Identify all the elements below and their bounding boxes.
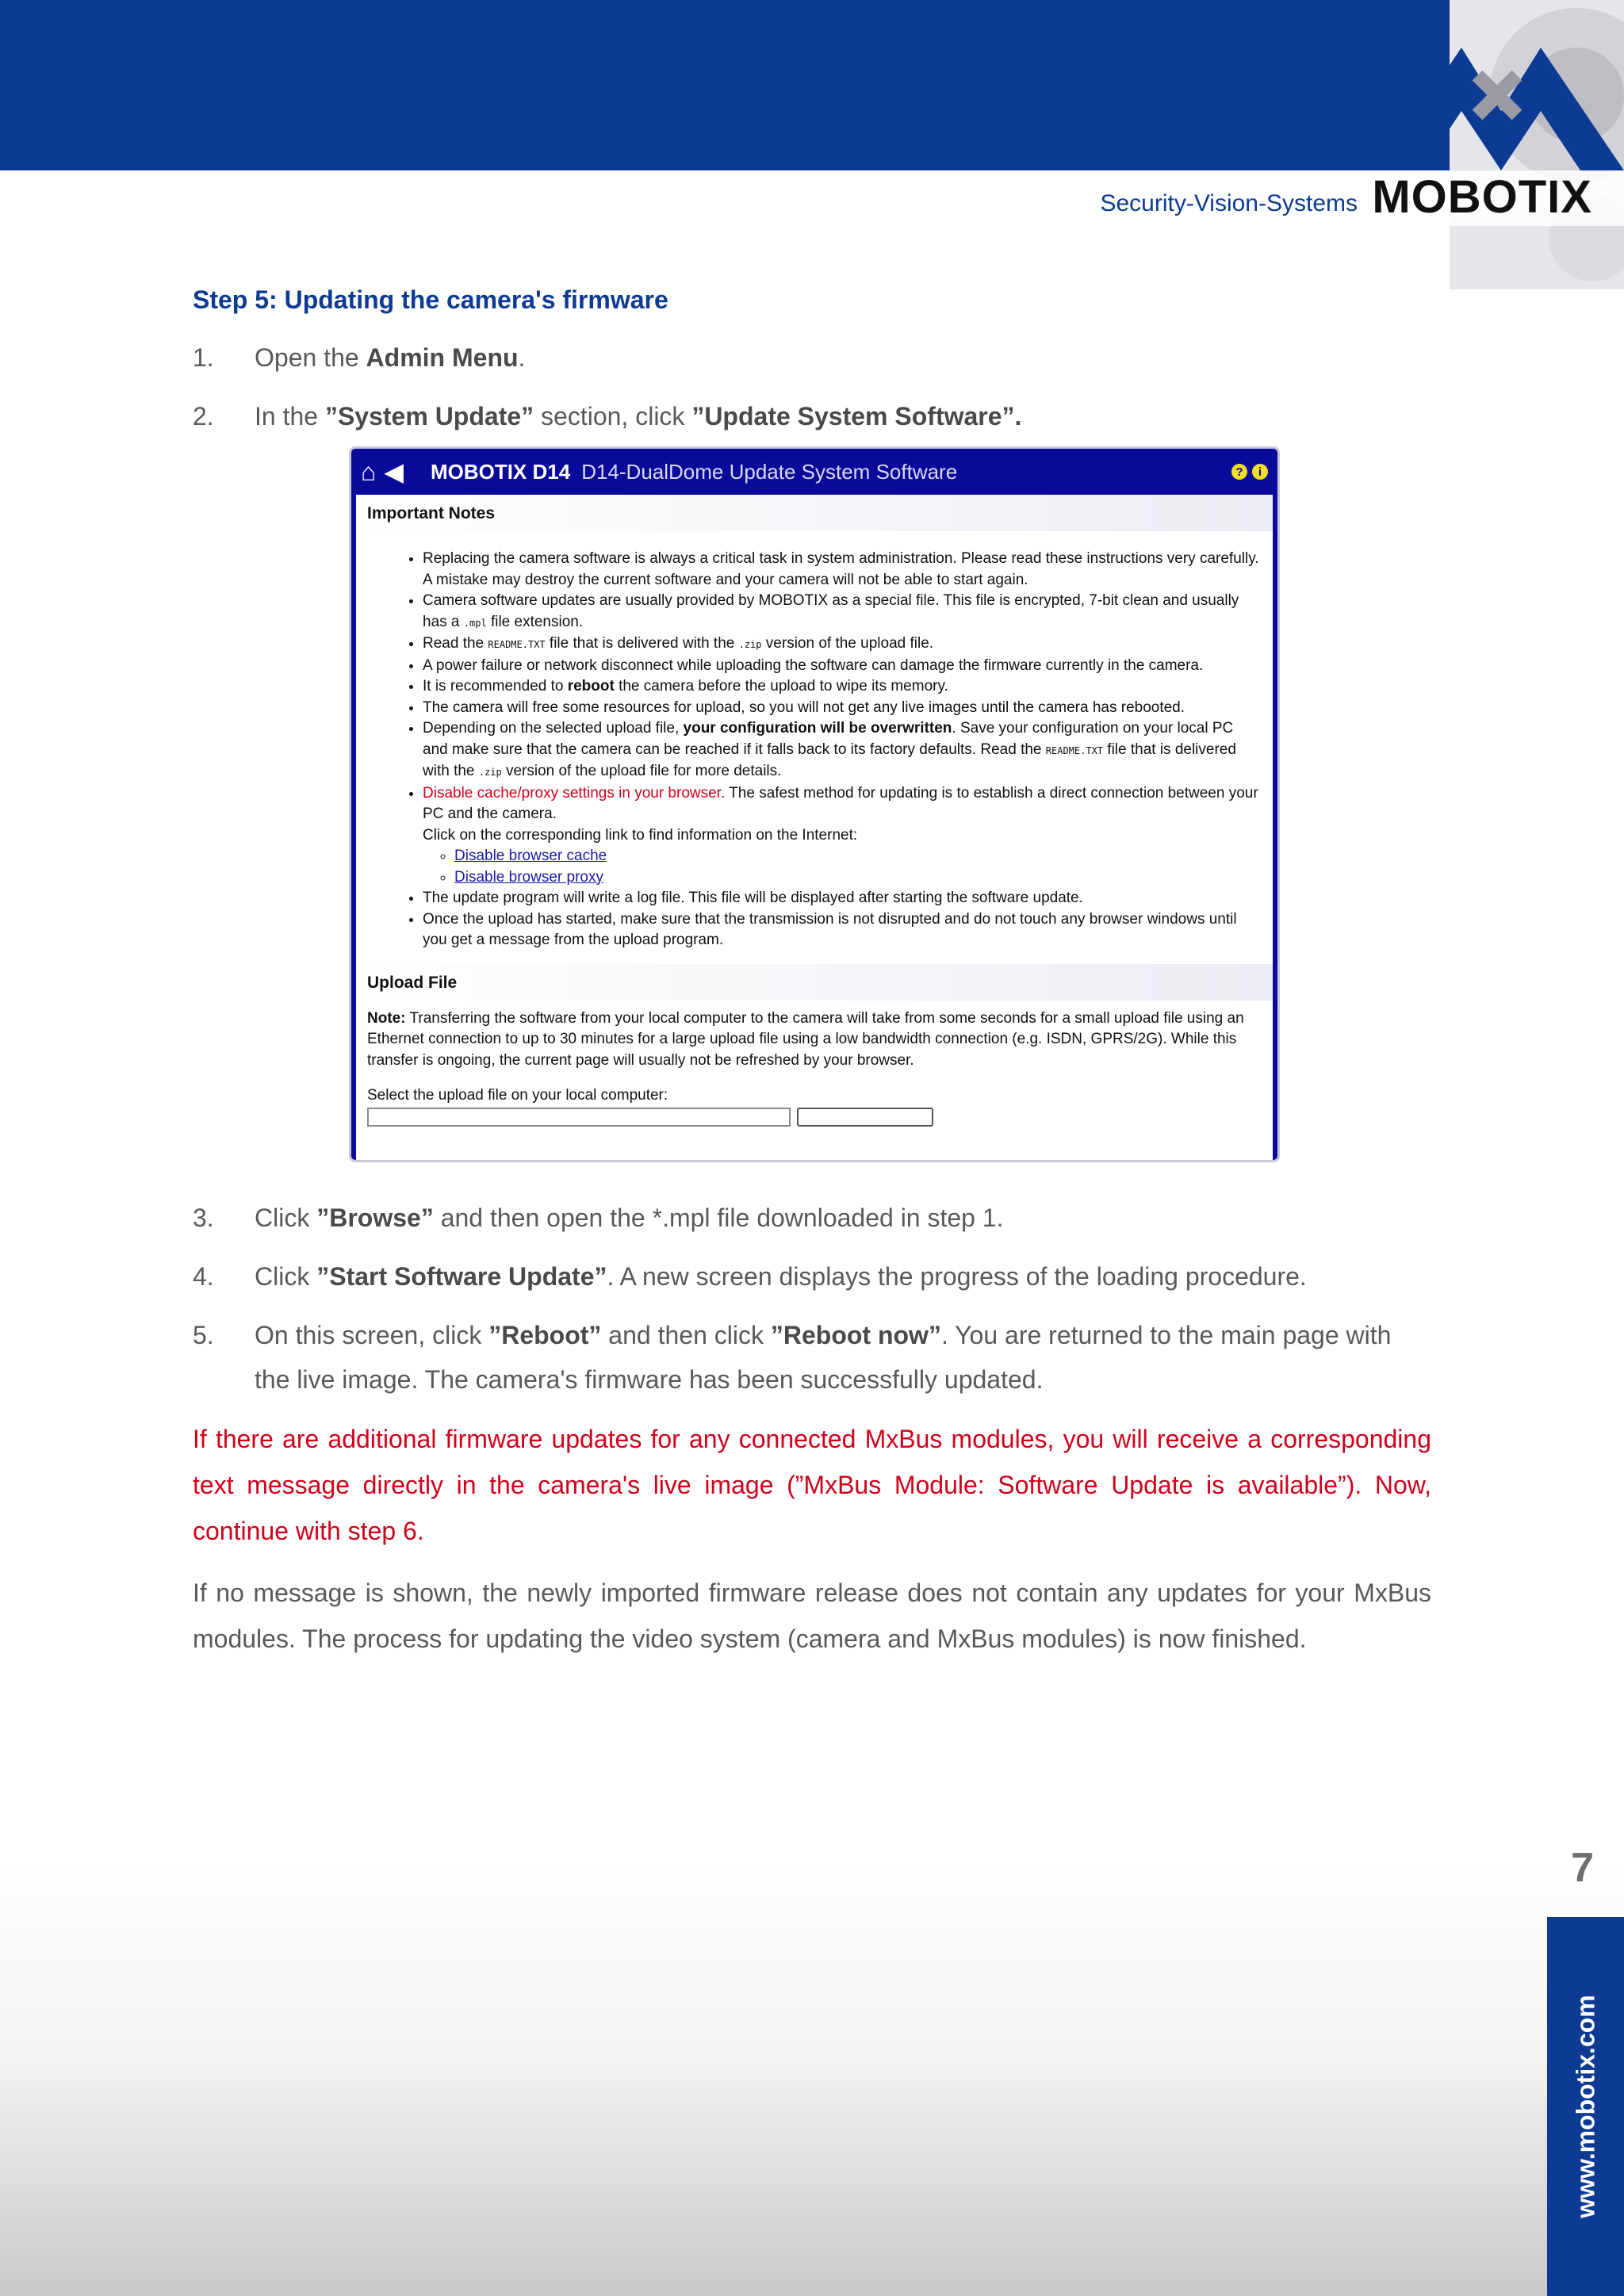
warning-paragraph: If there are additional firmware updates for any connected MxBus modules, you will receive a corresponding text message directly in the camera's live image (”MxBus Module: Software Update is available”). Now, continue with step 6.: [193, 1425, 1431, 1545]
home-back-icons: ⌂◀: [361, 457, 412, 486]
list-item: 3. Click ”Browse” and then open the *.mpl file downloaded in step 1.: [193, 1203, 1004, 1232]
upload-file-heading: Upload File: [356, 964, 1273, 1001]
main-content: [193, 285, 1431, 453]
important-notes-heading: Important Notes: [356, 495, 1273, 531]
browse-button[interactable]: [797, 1108, 933, 1127]
embedded-screenshot: ⌂◀ MOBOTIX D14 D14-DualDome Update System Software ? i Important Notes • Replacing the camera software is always a critical task in system administration. Please read these instructions very carefully. A mistake may destroy the current software and your camera will not be able to start again. • Camera software updates are usually provided by MOBOTIX as a special file. This file is encrypted, 7-bit clean and usually has a .mpl file extension. • Read the README.TXT file that is delivered with the .zip version of the upload file. • A power failure or network disconnect while uploading the software can damage the firmware currently in the camera. • It is recommended to reboot the camera before the upload to wipe its memory. • The camera will free some resources for upload, so you will not get any live images until the camera has rebooted. • Depending on the selected upload file, your configuration will be overwritten. Save your configuration on your local PC and make sure that the camera can be reached if it falls back to its factory defaults. Read the README.TXT file that is delivered with the .zip version of the upload file for more details. • Disable cache/proxy settings in your browser. The safest method for updating is to establish a direct connection between your PC and the camera. Click on the corresponding link to find information on the Internet: ◦ Disable browser cache ◦ Disable browser proxy • The update program will write a log file. This file will be displayed after starting the software update. • Once the upload has started, make sure that the transmission is not disrupted and do not touch any browser windows until you get a message from the upload program. Upload File Note: Transferring the software from your local computer to the camera will take from some seconds for a small upload file using an Ethernet connection to up to 30 minutes for a large upload file using a low bandwidth connection (e.g. ISDN, GPRS/2G). While this transfer is ongoing, the current page will usually not be refreshed by your browser. Select the upload file on your local computer:: [349, 446, 1280, 1162]
list-item: 1. Open the Admin Menu.: [193, 343, 526, 372]
closing-paragraph: If no message is shown, the newly imported firmware release does not contain any updates for your MxBus modules. The process for updating the video system (camera and MxBus modules) is now finished.: [193, 1578, 1431, 1653]
page-number: 7: [1571, 1845, 1594, 1891]
upload-file-input[interactable]: [367, 1108, 791, 1127]
steps-continued: [193, 1196, 1431, 1678]
help-icon: ?: [1231, 464, 1247, 480]
list-item: 2. In the ”System Update” section, click ”Update System Software”.: [193, 402, 1022, 430]
info-icon: i: [1252, 464, 1268, 480]
mobotix-logo-icon: [1378, 0, 1624, 289]
website-url: www.mobotix.com: [1571, 1995, 1599, 2218]
list-item: 4. Click ”Start Software Update”. A new screen displays the progress of the loading procedure.: [193, 1262, 1307, 1291]
step-title: Step 5: Updating the camera's firmware: [193, 285, 668, 314]
notes-list: • Replacing the camera software is always a critical task in system administration. Please read these instructions very carefully. A mistake may destroy the current software and your camera will not be able to start again. • Camera software updates are usually provided by MOBOTIX as a special file. This file is encrypted, 7-bit clean and usually has a .mpl file extension. • Read the README.TXT file that is delivered with the .zip version of the upload file. • A power failure or network disconnect while uploading the software can damage the firmware currently in the camera. • It is recommended to reboot the camera before the upload to wipe its memory. • The camera will free some resources for upload, so you will not get any live images until the camera has rebooted. • Depending on the selected upload file, your configuration will be overwritten. Save your configuration on your local PC and make sure that the camera can be reached if it falls back to its factory defaults. Read the README.TXT file that is delivered with the .zip version of the upload file for more details. • Disable cache/proxy settings in your browser. The safest method for updating is to establish a direct connection between your PC and the camera. Click on the corresponding link to find information on the Internet: ◦ Disable browser cache ◦ Disable browser proxy • The update program will write a log file. This file will be displayed after starting the software update. • Once the upload has started, make sure that the transmission is not disrupted and do not touch any browser windows until you get a message from the upload program.: [367, 549, 1262, 951]
tagline: Security-Vision-Systems: [1100, 190, 1358, 216]
disable-cache-link[interactable]: Disable browser cache: [454, 848, 607, 864]
list-item: 5. On this screen, click ”Reboot” and then click ”Reboot now”. You are returned to the main page with the live image. The camera's firmware has been successfully updated.: [193, 1321, 1392, 1394]
screenshot-titlebar: ⌂◀ MOBOTIX D14 D14-DualDome Update System Software ? i: [351, 449, 1277, 495]
url-tab: [1547, 1917, 1624, 2296]
disable-proxy-link[interactable]: Disable browser proxy: [454, 868, 603, 886]
brand-wordmark: MOBOTIX: [1372, 171, 1592, 223]
